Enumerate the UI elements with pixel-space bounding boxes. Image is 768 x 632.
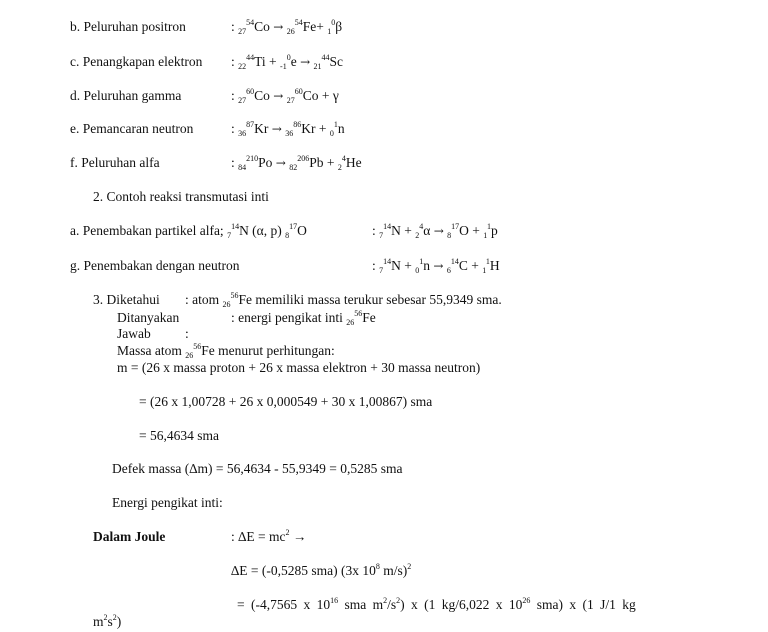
answer-colon: : [185, 326, 189, 341]
mass-substitution-line: = (26 x 1,00728 + 26 x 0,000549 + 30 x 1,00867) sma [139, 394, 433, 409]
transmutation-equation-neutron: : $_7^{14}$N + $_0^1$n → $_6^{14}$C + $_1^1$H [372, 257, 500, 275]
joule-equation-3: = (-4,7565 x $10^{16}$ sma $m^2/s^2$) x (1 kg/6,022 x $10^{26}$ sma) x (1 J/1 kg [237, 596, 636, 612]
asked-label: Ditanyakan [117, 310, 180, 325]
transmutation-equation-alpha: : $_7^{14}$N + $_2^4$α → $_8^{17}$O + $_1^1$p [372, 222, 498, 240]
mass-formula-line: m = (26 x massa proton + 26 x massa elektron + 30 massa neutron) [117, 360, 481, 375]
mass-calc-intro: Massa atom $_{26}^{56}$Fe menurut perhitungan: [117, 342, 335, 360]
arrow-icon: → [273, 20, 284, 34]
joule-equation-2: ∆E = (-0,5285 sma) (3x $10^8$ m/s)$^2$ [231, 562, 412, 578]
mass-defect-line: Defek massa (∆m) = 56,4634 - 55,9349 = 0,5285 sma [112, 461, 403, 476]
decay-equation-neutron: : $_{36}^{87}$Kr → $_{36}^{86}$Kr + $_0^1$n [231, 120, 345, 138]
decay-equation-alpha: : $_{84}^{210}$Po → $_{82}^{206}$Pb + $_2^4$He [231, 154, 362, 172]
decay-label-gamma: d. Peluruhan gamma [70, 88, 182, 103]
decay-equation-gamma: : $_{27}^{60}$Co → $_{27}^{60}$Co + γ [231, 87, 339, 105]
decay-label-alpha: f. Peluruhan alfa [70, 155, 160, 170]
decay-label-neutron: e. Pemancaran neutron [70, 121, 194, 136]
decay-equation-positron: : $_{27}^{54}$Co → $_{26}^{54}$Fe+ $_1^0$β [231, 18, 343, 36]
transmutation-label-alpha: a. Penembakan partikel alfa; $_7^{14}$N (α, p) $_8^{17}$O [70, 222, 307, 240]
asked-value: : energi pengikat inti $_{26}^{56}$Fe [231, 309, 376, 327]
arrow-icon: → [300, 55, 311, 69]
joule-equation-3-tail: $m^2s^2$) [93, 613, 122, 629]
section-2-title: 2. Contoh reaksi transmutasi inti [93, 189, 269, 204]
mass-result-line: = 56,4634 sma [139, 428, 219, 443]
arrow-icon: → [275, 156, 286, 170]
arrow-icon: → [433, 259, 444, 273]
section-3-title: 3. Diketahui [93, 292, 160, 307]
arrow-icon: → [273, 89, 284, 103]
arrow-icon: → [271, 122, 282, 136]
decay-equation-electron-capture: : $_{22}^{44}$Ti + $_{-1}^0$e → $_{21}^{44}$Sc [231, 53, 344, 71]
arrow-icon: → [433, 224, 444, 238]
binding-energy-title: Energi pengikat inti: [112, 495, 223, 510]
decay-label-electron-capture: c. Penangkapan elektron [70, 54, 203, 69]
joule-equation-1: : $\Delta E = mc^2$ → [231, 528, 307, 544]
joule-label: Dalam Joule [93, 529, 166, 544]
decay-label-positron: b. Peluruhan positron [70, 19, 186, 34]
answer-label: Jawab [117, 326, 151, 341]
transmutation-label-neutron: g. Penembakan dengan neutron [70, 258, 240, 273]
section-3-known: : atom $_{26}^{56}$Fe memiliki massa terukur sebesar 55,9349 sma. [185, 291, 502, 309]
